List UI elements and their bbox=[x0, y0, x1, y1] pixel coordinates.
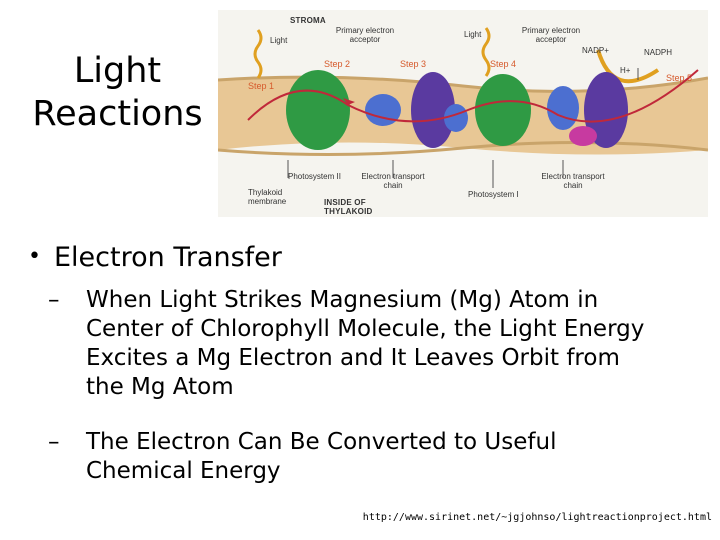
etc1-protein-c bbox=[444, 104, 468, 132]
label-step3: Step 3 bbox=[400, 59, 427, 69]
light-wave-1 bbox=[255, 30, 261, 78]
etc2-protein-a bbox=[547, 86, 579, 130]
label-light-right: Light bbox=[464, 30, 482, 39]
label-h-plus: H+ bbox=[620, 66, 631, 75]
label-etc2: Electron transport chain bbox=[541, 172, 605, 190]
bullet-text: Electron Transfer bbox=[54, 242, 282, 273]
title-line-2: Reactions bbox=[32, 94, 203, 134]
label-etc1: Electron transport chain bbox=[361, 172, 425, 190]
slide-title bbox=[20, 50, 215, 136]
title-line-1: Light bbox=[73, 51, 162, 91]
label-nadp: NADP+ bbox=[582, 46, 609, 55]
label-nadph: NADPH bbox=[644, 48, 673, 57]
light-reactions-diagram bbox=[218, 10, 708, 217]
dash-icon: – bbox=[48, 287, 60, 313]
photosystem-ii-shape bbox=[286, 70, 350, 150]
label-stroma: STROMA bbox=[290, 16, 326, 25]
label-step1: Step 1 bbox=[248, 81, 275, 91]
subbullet-text: When Light Strikes Magnesium (Mg) Atom in Center of Chlorophyll Molecule, the Light Energy Excites a Mg Electron and It Leaves Orbit from the Mg Atom bbox=[86, 287, 645, 400]
source-url: http://www.sirinet.net/~jgjohnso/lightreactionproject.html bbox=[362, 512, 712, 523]
dash-icon: – bbox=[48, 429, 60, 455]
label-light-left: Light bbox=[270, 36, 288, 45]
label-step4: Step 4 bbox=[490, 59, 517, 69]
label-primary-acceptor-1: Primary electron acceptor bbox=[335, 26, 395, 44]
label-primary-acceptor-2: Primary electron acceptor bbox=[521, 26, 581, 44]
label-step2: Step 2 bbox=[324, 59, 351, 69]
label-step5: Step 5 bbox=[666, 73, 693, 83]
bullet-dot-icon: • bbox=[28, 244, 41, 269]
diagram-illustration bbox=[218, 10, 708, 217]
subbullet-text: The Electron Can Be Converted to Useful Chemical Energy bbox=[86, 429, 557, 484]
label-inside-thylakoid: INSIDE OF THYLAKOID bbox=[324, 198, 373, 216]
label-photosystem2: Photosystem II bbox=[288, 172, 341, 181]
label-thylakoid-membrane: Thylakoid membrane bbox=[248, 188, 287, 206]
label-photosystem1: Photosystem I bbox=[468, 190, 519, 199]
bullet-electron-transfer bbox=[28, 242, 282, 273]
photosystem-i-shape bbox=[475, 74, 531, 146]
light-wave-2 bbox=[483, 28, 489, 76]
etc2-protein-c bbox=[569, 126, 597, 146]
etc1-protein-a bbox=[365, 94, 401, 126]
